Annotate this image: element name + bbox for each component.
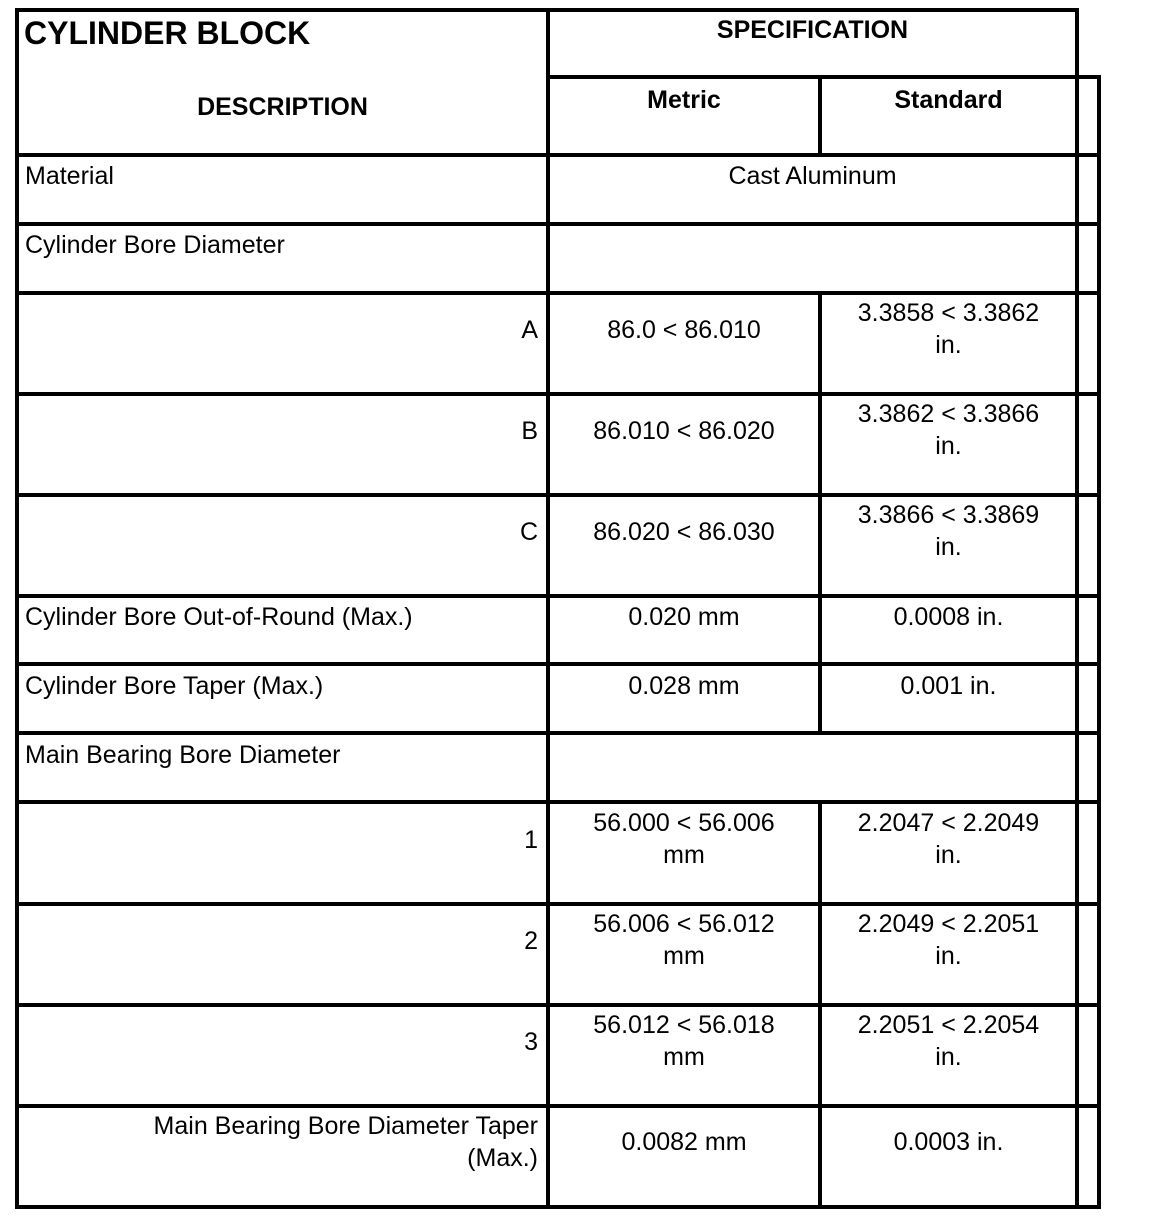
row-line-cylinder-bore-header — [15, 291, 1101, 295]
main-bearing-grade-3-standard-line1: 2.2051 < 2.2054 — [857, 1011, 1040, 1039]
bore-grade-b-standard-line2: in. — [935, 432, 962, 460]
row-line-3 — [15, 1104, 1101, 1108]
row-line-2 — [15, 1003, 1101, 1007]
col-line-outer-right — [1097, 75, 1101, 1209]
row-line-b — [15, 493, 1101, 497]
main-bearing-grade-1-metric-line2: mm — [663, 841, 705, 869]
material-label: Material — [25, 162, 114, 190]
main-bearing-grade-2: 2 — [524, 927, 538, 955]
bore-grade-a: A — [521, 316, 538, 344]
bore-grade-b: B — [521, 417, 538, 445]
main-bearing-grade-3-standard-line2: in. — [935, 1043, 962, 1071]
row-line-1 — [15, 902, 1101, 906]
bore-grade-a-metric: 86.0 < 86.010 — [607, 316, 761, 344]
bore-grade-a-standard-line2: in. — [935, 331, 962, 359]
main-bearing-taper-metric: 0.0082 mm — [621, 1128, 747, 1156]
row-line-taper — [15, 731, 1101, 735]
main-bearing-grade-1-standard-line2: in. — [935, 841, 962, 869]
col-line-spec-right — [1075, 8, 1079, 1209]
main-bearing-grade-3-metric-line1: 56.012 < 56.018 — [593, 1011, 775, 1039]
main-bearing-grade-2-metric-line1: 56.006 < 56.012 — [593, 910, 775, 938]
row-line-out-of-round — [15, 662, 1101, 666]
main-bearing-grade-1-standard-line1: 2.2047 < 2.2049 — [857, 809, 1040, 837]
bore-grade-c: C — [519, 518, 538, 546]
row-line-main-bearing-header — [15, 800, 1101, 804]
row-line-header-bottom — [15, 153, 1101, 157]
taper-label: Cylinder Bore Taper (Max.) — [25, 672, 324, 700]
taper-standard: 0.001 in. — [900, 672, 997, 700]
main-bearing-taper-label-line2: (Max.) — [467, 1144, 538, 1172]
description-header: DESCRIPTION — [197, 93, 368, 121]
bore-grade-b-standard-line1: 3.3862 < 3.3866 — [857, 400, 1040, 428]
out-of-round-metric: 0.020 mm — [628, 603, 740, 631]
bore-grade-c-metric: 86.020 < 86.030 — [593, 518, 775, 546]
bore-grade-b-metric: 86.010 < 86.020 — [593, 417, 775, 445]
main-bearing-grade-2-metric-line2: mm — [663, 942, 705, 970]
row-line-header-split — [548, 75, 1101, 79]
main-bearing-bore-diameter-label: Main Bearing Bore Diameter — [25, 741, 341, 769]
standard-header: Standard — [894, 86, 1003, 114]
row-line-c — [15, 594, 1101, 598]
row-line-bottom — [15, 1205, 1101, 1209]
out-of-round-standard: 0.0008 in. — [893, 603, 1004, 631]
taper-metric: 0.028 mm — [628, 672, 740, 700]
metric-header: Metric — [647, 86, 721, 114]
main-bearing-grade-2-standard-line1: 2.2049 < 2.2051 — [857, 910, 1040, 938]
main-bearing-taper-label-line1: Main Bearing Bore Diameter Taper — [153, 1112, 538, 1140]
main-bearing-grade-3: 3 — [524, 1028, 538, 1056]
main-bearing-taper-standard: 0.0003 in. — [893, 1128, 1004, 1156]
row-line-a — [15, 392, 1101, 396]
row-line-material — [15, 222, 1101, 226]
bore-grade-a-standard-line1: 3.3858 < 3.3862 — [857, 299, 1040, 327]
main-bearing-grade-1: 1 — [524, 826, 538, 854]
main-bearing-grade-1-metric-line1: 56.000 < 56.006 — [593, 809, 775, 837]
bore-grade-c-standard-line1: 3.3866 < 3.3869 — [857, 501, 1040, 529]
out-of-round-label: Cylinder Bore Out-of-Round (Max.) — [25, 603, 413, 631]
material-value: Cast Aluminum — [728, 162, 897, 190]
specification-header: SPECIFICATION — [716, 16, 909, 44]
bore-grade-c-standard-line2: in. — [935, 533, 962, 561]
cylinder-bore-diameter-label: Cylinder Bore Diameter — [25, 231, 285, 259]
table-title: CYLINDER BLOCK — [24, 15, 311, 51]
main-bearing-grade-2-standard-line2: in. — [935, 942, 962, 970]
main-bearing-grade-3-metric-line2: mm — [663, 1043, 705, 1071]
